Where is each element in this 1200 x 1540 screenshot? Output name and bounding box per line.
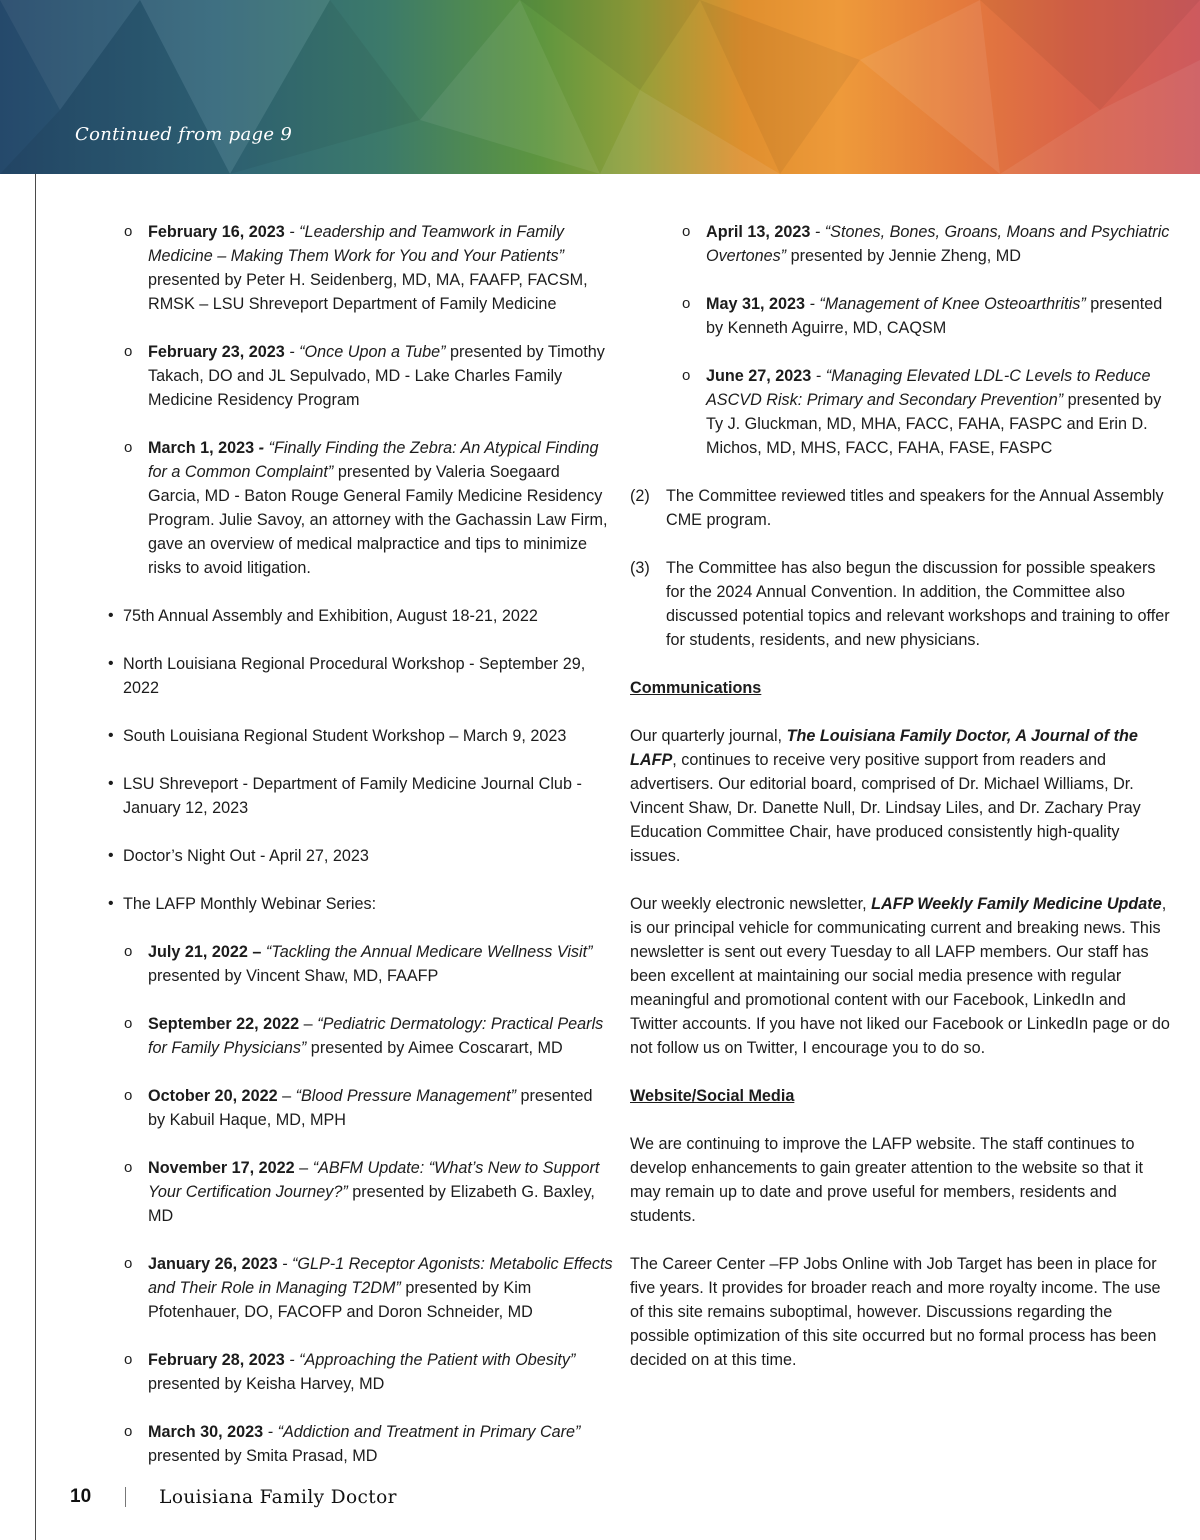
numbered-item: (3) The Committee has also begun the discussion for possible speakers for the 2024 Annual Convention. In addition, the Committee also discussed potential topics and relevant workshops and training to offer for students, residents, and new physicians.: [630, 556, 1170, 652]
event-title: “Blood Pressure Management”: [295, 1087, 517, 1105]
webinar-item: o June 27, 2023 - “Managing Elevated LDL-C Levels to Reduce ASCVD Risk: Primary and Secondary Prevention” presented by Ty J. Gluckman, MD, MHA, FACC, FAHA, FASPC and Erin D. Michos, MD, MHS, FACC, FAHA, FASE, FASPC: [630, 364, 1170, 460]
webinar-item: o January 26, 2023 - “GLP-1 Receptor Agonists: Metabolic Effects and Their Role in Managing T2DM” presented by Kim Pfotenhauer, DO, FACOFP and Doron Schneider, MD: [108, 1252, 613, 1324]
header-banner: [0, 0, 1200, 174]
bullet-item: • South Louisiana Regional Student Workshop – March 9, 2023: [108, 724, 613, 748]
left-column: [108, 220, 613, 1492]
event-presenter: presented by Elizabeth G. Baxley, MD: [148, 1183, 595, 1225]
circle-marker: o: [124, 1423, 133, 1440]
event-date: November 17, 2022: [148, 1159, 295, 1177]
event-date: June 27, 2023: [706, 367, 812, 385]
event-title: “Pediatric Dermatology: Practical Pearls for Family Physicians”: [148, 1015, 604, 1057]
event-title: “Once Upon a Tube”: [299, 343, 446, 361]
event-presenter: presented by Valeria Soegaard Garcia, MD - Baton Rouge General Family Medicine Residency Program. Julie Savoy, an attorney with the Gachassin Law Firm, gave an overview of medical malpractice and tips to minimize risks to avoid litigation.: [148, 463, 608, 577]
event-date: March 30, 2023: [148, 1423, 264, 1441]
communications-heading: Communications: [630, 679, 762, 697]
event-date: May 31, 2023: [706, 295, 805, 313]
circle-marker: o: [124, 1015, 133, 1032]
bullet-marker: •: [108, 607, 114, 624]
event-date: September 22, 2022: [148, 1015, 300, 1033]
event-presenter: presented by Peter H. Seidenberg, MD, MA, FAAFP, FACSM, RMSK – LSU Shreveport Department of Family Medicine: [148, 271, 588, 313]
newsletter-paragraph: Our weekly electronic newsletter, LAFP Weekly Family Medicine Update, is our principal vehicle for communicating current and breaking news. This newsletter is sent out every Tuesday to all LAFP members. Our staff has been excellent at maintaining our social media presence with regular meaningful and promotional content with our Facebook, LinkedIn and Twitter accounts. If you have not liked our Facebook or LinkedIn page or do not follow us on Twitter, I encourage you to do so.: [630, 895, 1170, 1057]
left-margin-rule: [35, 174, 36, 1540]
bullet-item: • LSU Shreveport - Department of Family Medicine Journal Club - January 12, 2023: [108, 772, 613, 820]
webinar-item: o March 30, 2023 - “Addiction and Treatment in Primary Care” presented by Smita Prasad, MD: [108, 1420, 613, 1468]
event-date: January 26, 2023: [148, 1255, 278, 1273]
newsletter-name: LAFP Weekly Family Medicine Update: [871, 895, 1162, 913]
webinar-item: o November 17, 2022 – “ABFM Update: “What’s New to Support Your Certification Journey?” presented by Elizabeth G. Baxley, MD: [108, 1156, 613, 1228]
circle-marker: o: [124, 1351, 133, 1368]
banner-polygon-pattern: [0, 0, 1200, 174]
webinar-item: o April 13, 2023 - “Stones, Bones, Groans, Moans and Psychiatric Overtones” presented by Jennie Zheng, MD: [630, 220, 1170, 268]
bullet-item: • North Louisiana Regional Procedural Workshop - September 29, 2022: [108, 652, 613, 700]
bullet-marker: •: [108, 895, 114, 912]
event-date: March 1, 2023: [148, 439, 255, 457]
event-item: o February 16, 2023 - “Leadership and Teamwork in Family Medicine – Making Them Work for You and Your Patients” presented by Peter H. Seidenberg, MD, MA, FAAFP, FACSM, RMSK – LSU Shreveport Department of Family Medicine: [108, 220, 613, 316]
event-title: “GLP-1 Receptor Agonists: Metabolic Effects and Their Role in Managing T2DM”: [148, 1255, 613, 1297]
event-item: o March 1, 2023 - “Finally Finding the Zebra: An Atypical Finding for a Common Complaint” presented by Valeria Soegaard Garcia, MD - Baton Rouge General Family Medicine Residency Program. Julie Savoy, an attorney with the Gachassin Law Firm, gave an overview of medical malpractice and tips to minimize risks to avoid litigation.: [108, 436, 613, 580]
circle-marker: o: [124, 1255, 133, 1272]
bullet-item: • 75th Annual Assembly and Exhibition, August 18-21, 2022: [108, 604, 613, 628]
circle-marker: o: [124, 223, 133, 240]
event-presenter: presented by Aimee Coscarart, MD: [306, 1039, 563, 1057]
event-date: February 28, 2023: [148, 1351, 285, 1369]
circle-marker: o: [124, 439, 133, 456]
event-title: “Addiction and Treatment in Primary Care”: [277, 1423, 581, 1441]
event-presenter: presented by Vincent Shaw, MD, FAAFP: [148, 967, 439, 985]
circle-marker: o: [124, 1087, 133, 1104]
event-title: “Leadership and Teamwork in Family Medicine – Making Them Work for You and Your Patients”: [148, 223, 564, 265]
event-presenter: presented by Ty J. Gluckman, MD, MHA, FACC, FAHA, FASPC and Erin D. Michos, MD, MHS, FACC, FAHA, FASE, FASPC: [706, 391, 1162, 457]
event-title: “Tackling the Annual Medicare Wellness Visit”: [265, 943, 593, 961]
event-date: February 23, 2023: [148, 343, 285, 361]
item-number: (3): [630, 559, 650, 577]
event-date: October 20, 2022: [148, 1087, 278, 1105]
event-presenter: presented by Jennie Zheng, MD: [786, 247, 1021, 265]
right-column: [630, 220, 1170, 1396]
bullet-marker: •: [108, 727, 114, 744]
event-presenter: presented by Kenneth Aguirre, MD, CAQSM: [706, 295, 1163, 337]
event-date: April 13, 2023: [706, 223, 811, 241]
event-title: “Managing Elevated LDL-C Levels to Reduce ASCVD Risk: Primary and Secondary Prevention”: [706, 367, 1151, 409]
circle-marker: o: [682, 367, 691, 384]
numbered-item: (2) The Committee reviewed titles and speakers for the Annual Assembly CME program.: [630, 484, 1170, 532]
bullet-marker: •: [108, 847, 114, 864]
webinar-item: o February 28, 2023 - “Approaching the Patient with Obesity” presented by Keisha Harvey, MD: [108, 1348, 613, 1396]
event-date: July 21, 2022: [148, 943, 248, 961]
page-number: 10: [70, 1486, 92, 1507]
bullet-marker: •: [108, 775, 114, 792]
website-heading: Website/Social Media: [630, 1087, 795, 1105]
item-number: (2): [630, 487, 650, 505]
event-title: “Stones, Bones, Groans, Moans and Psychiatric Overtones”: [706, 223, 1170, 265]
circle-marker: o: [124, 943, 133, 960]
event-title: “Management of Knee Osteoarthritis”: [819, 295, 1086, 313]
website-paragraph: We are continuing to improve the LAFP website. The staff continues to develop enhancements to gain greater attention to the website so that it may remain up to date and prove useful for members, residents and students.: [630, 1135, 1143, 1225]
journal-paragraph: Our quarterly journal, The Louisiana Family Doctor, A Journal of the LAFP, continues to receive very positive support from readers and advertisers. Our editorial board, comprised of Dr. Michael Williams, Dr. Vincent Shaw, Dr. Danette Null, Dr. Lindsay Liles, and Dr. Zachary Pray Education Committee Chair, have produced consistently high-quality issues.: [630, 727, 1141, 865]
event-presenter: presented by Smita Prasad, MD: [148, 1447, 378, 1465]
circle-marker: o: [124, 1159, 133, 1176]
event-presenter: presented by Keisha Harvey, MD: [148, 1375, 385, 1393]
event-item: o February 23, 2023 - “Once Upon a Tube” presented by Timothy Takach, DO and JL Sepulvado, MD - Lake Charles Family Medicine Residency Program: [108, 340, 613, 412]
publication-name: Louisiana Family Doctor: [159, 1486, 397, 1508]
webinar-item: o September 22, 2022 – “Pediatric Dermatology: Practical Pearls for Family Physicians” presented by Aimee Coscarart, MD: [108, 1012, 613, 1060]
event-title: “Finally Finding the Zebra: An Atypical Finding for a Common Complaint”: [148, 439, 599, 481]
bullet-item: • Doctor’s Night Out - April 27, 2023: [108, 844, 613, 868]
bullet-item: • The LAFP Monthly Webinar Series:: [108, 892, 613, 916]
career-center-paragraph: The Career Center –FP Jobs Online with Job Target has been in place for five years. It provides for broader reach and more royalty income. The use of this site remains suboptimal, however. Discussions regarding the possible optimization of this site occurred but no formal process has been decided on at this time.: [630, 1255, 1161, 1369]
event-title: “ABFM Update: “What’s New to Support Your Certification Journey?”: [148, 1159, 600, 1201]
footer-divider: [125, 1487, 126, 1507]
event-presenter: presented by Kabuil Haque, MD, MPH: [148, 1087, 593, 1129]
event-title: “Approaching the Patient with Obesity”: [299, 1351, 576, 1369]
circle-marker: o: [124, 343, 133, 360]
bullet-marker: •: [108, 655, 114, 672]
circle-marker: o: [682, 223, 691, 240]
webinar-item: o July 21, 2022 – “Tackling the Annual Medicare Wellness Visit” presented by Vincent Shaw, MD, FAAFP: [108, 940, 613, 988]
webinar-item: o May 31, 2023 - “Management of Knee Osteoarthritis” presented by Kenneth Aguirre, MD, CAQSM: [630, 292, 1170, 340]
page-footer: [70, 1486, 397, 1508]
journal-name: The Louisiana Family Doctor, A Journal of the LAFP: [630, 727, 1138, 769]
webinar-item: o October 20, 2022 – “Blood Pressure Management” presented by Kabuil Haque, MD, MPH: [108, 1084, 613, 1132]
event-presenter: presented by Kim Pfotenhauer, DO, FACOFP and Doron Schneider, MD: [148, 1279, 533, 1321]
event-presenter: presented by Timothy Takach, DO and JL Sepulvado, MD - Lake Charles Family Medicine Residency Program: [148, 343, 605, 409]
event-date: February 16, 2023: [148, 223, 285, 241]
circle-marker: o: [682, 295, 691, 312]
continued-from-label: Continued from page 9: [75, 124, 293, 145]
